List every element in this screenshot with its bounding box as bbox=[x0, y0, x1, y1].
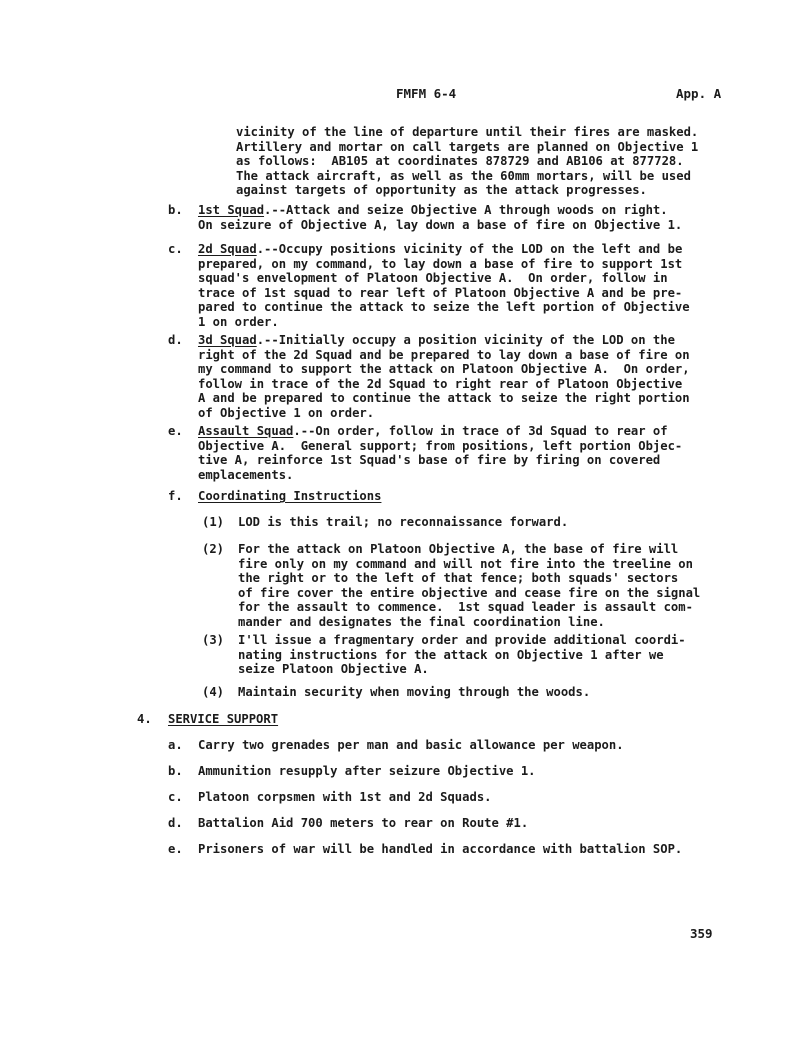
para-e-label: e. bbox=[168, 424, 183, 438]
coord-item-3: I'll issue a fragmentary order and provide additional coordi- nating instructions for the attack on Objective 1 after we seize Platoon Objective A. bbox=[238, 633, 686, 677]
coord-item-1-label: (1) bbox=[202, 515, 225, 529]
para-d-label: d. bbox=[168, 333, 183, 347]
para-e-title: Assault Squad bbox=[198, 424, 294, 438]
service-item-e: Prisoners of war will be handled in accordance with battalion SOP. bbox=[198, 842, 683, 856]
service-item-b: Ammunition resupply after seizure Objective 1. bbox=[198, 764, 536, 778]
coord-item-2-label: (2) bbox=[202, 542, 225, 556]
para-c-label: c. bbox=[168, 242, 183, 256]
para-b: 1st Squad.--Attack and seize Objective A through woods on right. On seizure of Objective A, lay down a base of fire on Objective 1. bbox=[198, 203, 683, 232]
para-b-label: b. bbox=[168, 203, 183, 217]
section-4-number: 4. bbox=[137, 712, 152, 726]
para-b-title: 1st Squad bbox=[198, 203, 265, 217]
coord-item-4-label: (4) bbox=[202, 685, 225, 699]
service-item-b-label: b. bbox=[168, 764, 183, 778]
para-d-title: 3d Squad bbox=[198, 333, 257, 347]
para-c: 2d Squad.--Occupy positions vicinity of the LOD on the left and be prepared, on my command, to lay down a base of fire to support 1st squad's envelopment of Platoon Objective A. On order, follow in trace of 1st squad to rear left of Platoon Objective A and be pre- pared to continue the attack to seize the left portion of Objective 1 on order. bbox=[198, 242, 690, 329]
manual-title: FMFM 6-4 bbox=[396, 86, 457, 101]
coord-item-3-label: (3) bbox=[202, 633, 225, 647]
para-c-title: 2d Squad bbox=[198, 242, 257, 256]
coord-item-2: For the attack on Platoon Objective A, the base of fire will fire only on my command and will not fire into the treeline on the right or to the left of that fence; both squads' sectors of fire cover the entire objective and cease fire on the signal for the assault to commence. 1st squad leader is assault com- mander and designates the final coordination line. bbox=[238, 542, 701, 629]
para-f-title: Coordinating Instructions bbox=[198, 489, 382, 503]
appendix-label: App. A bbox=[676, 86, 722, 101]
para-f-label: f. bbox=[168, 489, 183, 503]
service-item-c-label: c. bbox=[168, 790, 183, 804]
service-item-e-label: e. bbox=[168, 842, 183, 856]
service-item-d-label: d. bbox=[168, 816, 183, 830]
coord-item-1: LOD is this trail; no reconnaissance forward. bbox=[238, 515, 569, 529]
para-d: 3d Squad.--Initially occupy a position vicinity of the LOD on the right of the 2d Squad and be prepared to lay down a base of fire on my command to support the attack on Platoon Objective A. On order, follow in trace of the 2d Squad to right rear of Platoon Objective A and be prepared to continue the attack to seize the right portion of Objective 1 on order. bbox=[198, 333, 690, 420]
intro-paragraph: vicinity of the line of departure until their fires are masked. Artillery and mortar on call targets are planned on Objective 1 as follows: AB105 at coordinates 878729 and AB106 at 877728. The attack aircraft, as well as the 60mm mortars, will be used against targets of opportunity as the attack progresses. bbox=[236, 125, 699, 198]
service-item-c: Platoon corpsmen with 1st and 2d Squads. bbox=[198, 790, 492, 804]
service-item-a-label: a. bbox=[168, 738, 183, 752]
service-item-d: Battalion Aid 700 meters to rear on Route #1. bbox=[198, 816, 529, 830]
para-e: Assault Squad.--On order, follow in trace of 3d Squad to rear of Objective A. General support; from positions, left portion Objec- tive A, reinforce 1st Squad's base of fire by firing on covered emplacements. bbox=[198, 424, 683, 482]
service-item-a: Carry two grenades per man and basic allowance per weapon. bbox=[198, 738, 624, 752]
coord-item-4: Maintain security when moving through the woods. bbox=[238, 685, 591, 699]
section-4-title: SERVICE SUPPORT bbox=[168, 712, 279, 726]
page-number: 359 bbox=[690, 926, 713, 941]
